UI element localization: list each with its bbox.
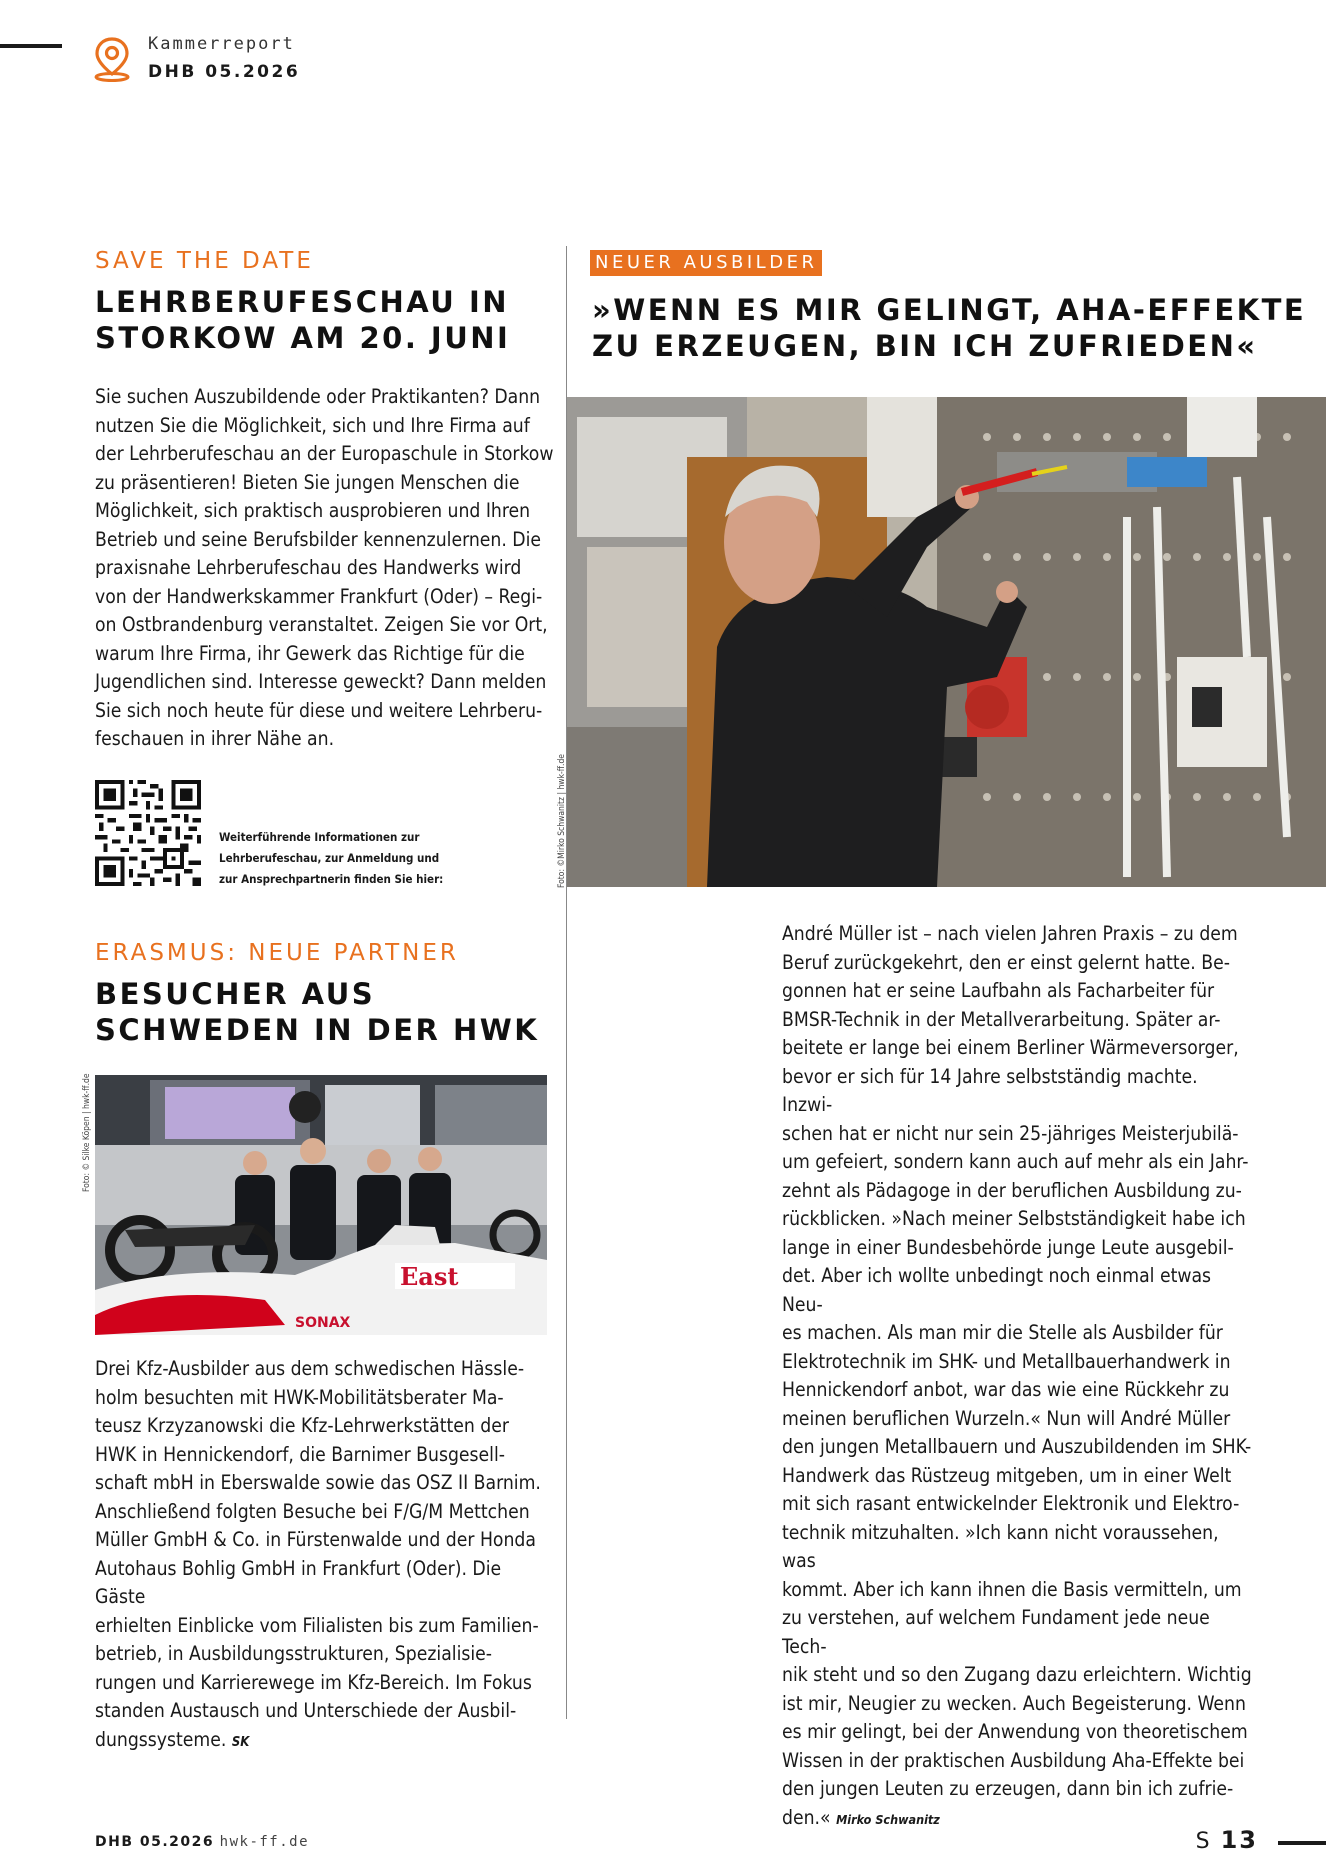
body-line: Jugendlichen sind. Interesse geweckt? Dann melden bbox=[95, 670, 547, 693]
article3-headline bbox=[592, 292, 1306, 364]
body-line: Handwerk das Rüstzeug mitgeben, um in einer Welt bbox=[782, 1463, 1232, 1487]
article2-kicker: ERASMUS: NEUE PARTNER bbox=[95, 940, 459, 966]
header-section: Kammerreport bbox=[148, 34, 295, 54]
body-line: Anschließend folgten Besuche bei F/G/M Mettchen bbox=[95, 1499, 530, 1523]
body-line: Wissen in der praktischen Ausbildung Aha-Effekte bei bbox=[782, 1748, 1245, 1772]
body-line: gonnen hat er seine Laufbahn als Facharbeiter für bbox=[782, 979, 1215, 1002]
qr-caption-line: zur Ansprechpartnerin finden Sie hier: bbox=[219, 872, 444, 886]
body-line: kommt. Aber ich kann ihnen die Basis vermitteln, um bbox=[782, 1577, 1242, 1601]
body-line: Möglichkeit, sich praktisch ausprobieren und Ihren bbox=[95, 499, 531, 522]
body-line: erhielten Einblicke vom Filialisten bis zum Familien- bbox=[95, 1613, 539, 1637]
location-pin-icon bbox=[92, 36, 132, 82]
body-line: Betrieb und seine Berufsbilder kennenzulernen. Die bbox=[95, 527, 542, 551]
body-line: bevor er sich für 14 Jahre selbstständig machte. Inzwi- bbox=[782, 1064, 1198, 1116]
body-line: Sie sich noch heute für diese und weitere Lehrberu- bbox=[95, 698, 543, 722]
article1-body bbox=[95, 383, 555, 754]
body-line: Sie suchen Auszubildende oder Praktikanten? Dann bbox=[95, 385, 541, 408]
body-line: schen hat er nicht nur sein 25-jähriges Meisterjubilä- bbox=[782, 1121, 1239, 1145]
article3-photo bbox=[567, 397, 1326, 887]
body-line: es mir gelingt, bei der Anwendung von theoretischem bbox=[782, 1720, 1248, 1743]
body-line: rungen und Karrierewege im Kfz-Bereich. Im Fokus bbox=[95, 1670, 532, 1694]
qr-caption bbox=[219, 827, 443, 890]
body-line: dungssysteme. bbox=[95, 1727, 227, 1751]
body-line: feschauen in ihrer Nähe an. bbox=[95, 727, 335, 750]
body-line: um gefeiert, sondern kann auch auf mehr als ein Jahr- bbox=[782, 1150, 1249, 1173]
body-line: meinen beruflichen Wurzeln.« Nun will André Müller bbox=[782, 1406, 1231, 1430]
page-number bbox=[1196, 1826, 1258, 1854]
svg-text:SONAX: SONAX bbox=[295, 1315, 351, 1331]
body-line: Elektrotechnik im SHK- und Metallbauerhandwerk in bbox=[782, 1349, 1231, 1373]
header-issue: DHB 05.2026 bbox=[148, 62, 301, 82]
body-line: holm besuchten mit HWK-Mobilitätsberater Ma- bbox=[95, 1385, 504, 1409]
article3-photo-credit: Foto: ©Mirko Schwanitz | hwk-ff.de bbox=[557, 753, 567, 888]
svg-text:East: East bbox=[400, 1262, 459, 1291]
body-line: technik mitzuhalten. »Ich kann nicht voraussehen, was bbox=[782, 1520, 1219, 1572]
footer-website[interactable]: hwk-ff.de bbox=[219, 1834, 310, 1850]
body-line-last bbox=[782, 1804, 1252, 1835]
article3-body bbox=[782, 920, 1252, 1834]
body-line: Autohaus Bohlig GmbH in Frankfurt (Oder). Die Gäste bbox=[95, 1556, 502, 1608]
body-line: Hennickendorf anbot, war das wie eine Rückkehr zu bbox=[782, 1378, 1230, 1401]
body-line: on Ostbrandenburg veranstaltet. Zeigen Sie vor Ort, bbox=[95, 613, 548, 636]
body-line: zu präsentieren! Bieten Sie jungen Menschen die bbox=[95, 470, 520, 494]
article3-signature: Mirko Schwanitz bbox=[836, 1811, 940, 1827]
body-line: det. Aber ich wollte unbedingt noch einmal etwas Neu- bbox=[782, 1264, 1212, 1316]
body-line: Drei Kfz-Ausbilder aus dem schwedischen Hässle- bbox=[95, 1357, 525, 1380]
body-line: der Lehrberufeschau an der Europaschule in Storkow bbox=[95, 442, 554, 465]
article2-photo-credit: Foto: © Silke Köpen | hwk-ff.de bbox=[82, 1073, 92, 1192]
footer-issue: DHB 05.2026 bbox=[95, 1834, 215, 1850]
body-line: rückblicken. »Nach meiner Selbstständigkeit habe ich bbox=[782, 1207, 1246, 1230]
page-prefix: S bbox=[1195, 1829, 1212, 1854]
body-line: Müller GmbH & Co. in Fürstenwalde und der Honda bbox=[95, 1528, 536, 1551]
article2-signature: SK bbox=[231, 1734, 250, 1750]
body-line: warum Ihre Firma, ihr Gewerk das Richtige für die bbox=[95, 641, 525, 665]
body-line: lange in einer Bundesbehörde junge Leute ausgebil- bbox=[782, 1235, 1234, 1259]
body-line: von der Handwerkskammer Frankfurt (Oder) – Regi- bbox=[95, 584, 543, 608]
article2-body bbox=[95, 1355, 555, 1757]
article2-photo bbox=[95, 1075, 547, 1335]
body-line: standen Austausch und Unterschiede der Ausbil- bbox=[95, 1699, 517, 1722]
header-rule-left bbox=[0, 44, 62, 48]
body-line: den jungen Metallbauern und Auszubildenden im SHK- bbox=[782, 1435, 1252, 1458]
body-line-last bbox=[95, 1726, 555, 1758]
body-line: ist mir, Neugier zu wecken. Auch Begeisterung. Wenn bbox=[782, 1691, 1246, 1715]
page-number-value: 13 bbox=[1220, 1826, 1258, 1854]
body-line: teusz Krzyzanowski die Kfz-Lehrwerkstätten der bbox=[95, 1414, 509, 1437]
article2-headline-line: BESUCHER AUS bbox=[95, 977, 376, 1011]
body-line: zehnt als Pädagoge in der beruflichen Ausbildung zu- bbox=[782, 1178, 1242, 1202]
footer-left bbox=[95, 1834, 309, 1850]
article3-headline-line: »WENN ES MIR GELINGT, AHA-EFFEKTE bbox=[592, 293, 1307, 327]
footer-rule-right bbox=[1278, 1841, 1326, 1845]
qr-caption-line: Lehrberufeschau, zur Anmeldung und bbox=[219, 851, 440, 865]
body-line: André Müller ist – nach vielen Jahren Praxis – zu dem bbox=[782, 922, 1238, 945]
article1-headline-line: LEHRBERUFESCHAU IN bbox=[95, 285, 509, 319]
article2-headline bbox=[95, 976, 539, 1048]
article1-headline-line: STORKOW AM 20. JUNI bbox=[95, 321, 511, 355]
body-line: betrieb, in Ausbildungsstrukturen, Spezialisie- bbox=[95, 1642, 493, 1665]
body-line: mit sich rasant entwickelnder Elektronik und Elektro- bbox=[782, 1492, 1240, 1515]
article1-kicker: SAVE THE DATE bbox=[95, 248, 314, 274]
body-line: den.« bbox=[782, 1805, 831, 1829]
qr-code[interactable] bbox=[95, 780, 201, 886]
body-line: nik steht und so den Zugang dazu erleichtern. Wichtig bbox=[782, 1663, 1252, 1686]
article1-headline bbox=[95, 284, 510, 356]
article3-tag: NEUER AUSBILDER bbox=[590, 250, 822, 276]
body-line: den jungen Leuten zu erzeugen, dann bin ich zufrie- bbox=[782, 1777, 1234, 1800]
body-line: es machen. Als man mir die Stelle als Ausbilder für bbox=[782, 1321, 1223, 1344]
body-line: nutzen Sie die Möglichkeit, sich und Ihre Firma auf bbox=[95, 413, 530, 437]
body-line: schaft mbH in Eberswalde sowie das OSZ II Barnim. bbox=[95, 1471, 541, 1494]
body-line: zu verstehen, auf welchem Fundament jede neue Tech- bbox=[782, 1606, 1210, 1658]
qr-caption-line: Weiterführende Informationen zur bbox=[219, 830, 420, 844]
body-line: HWK in Hennickendorf, die Barnimer Busgesell- bbox=[95, 1442, 505, 1466]
body-line: Beruf zurückgekehrt, den er einst gelernt hatte. Be- bbox=[782, 950, 1230, 974]
body-line: BMSR-Technik in der Metallverarbeitung. Später ar- bbox=[782, 1007, 1221, 1031]
body-line: beitete er lange bei einem Berliner Wärmeversorger, bbox=[782, 1036, 1239, 1059]
article2-headline-line: SCHWEDEN IN DER HWK bbox=[95, 1013, 540, 1047]
body-line: praxisnahe Lehrberufeschau des Handwerks wird bbox=[95, 556, 522, 579]
article3-headline-line: ZU ERZEUGEN, BIN ICH ZUFRIEDEN« bbox=[592, 329, 1258, 363]
